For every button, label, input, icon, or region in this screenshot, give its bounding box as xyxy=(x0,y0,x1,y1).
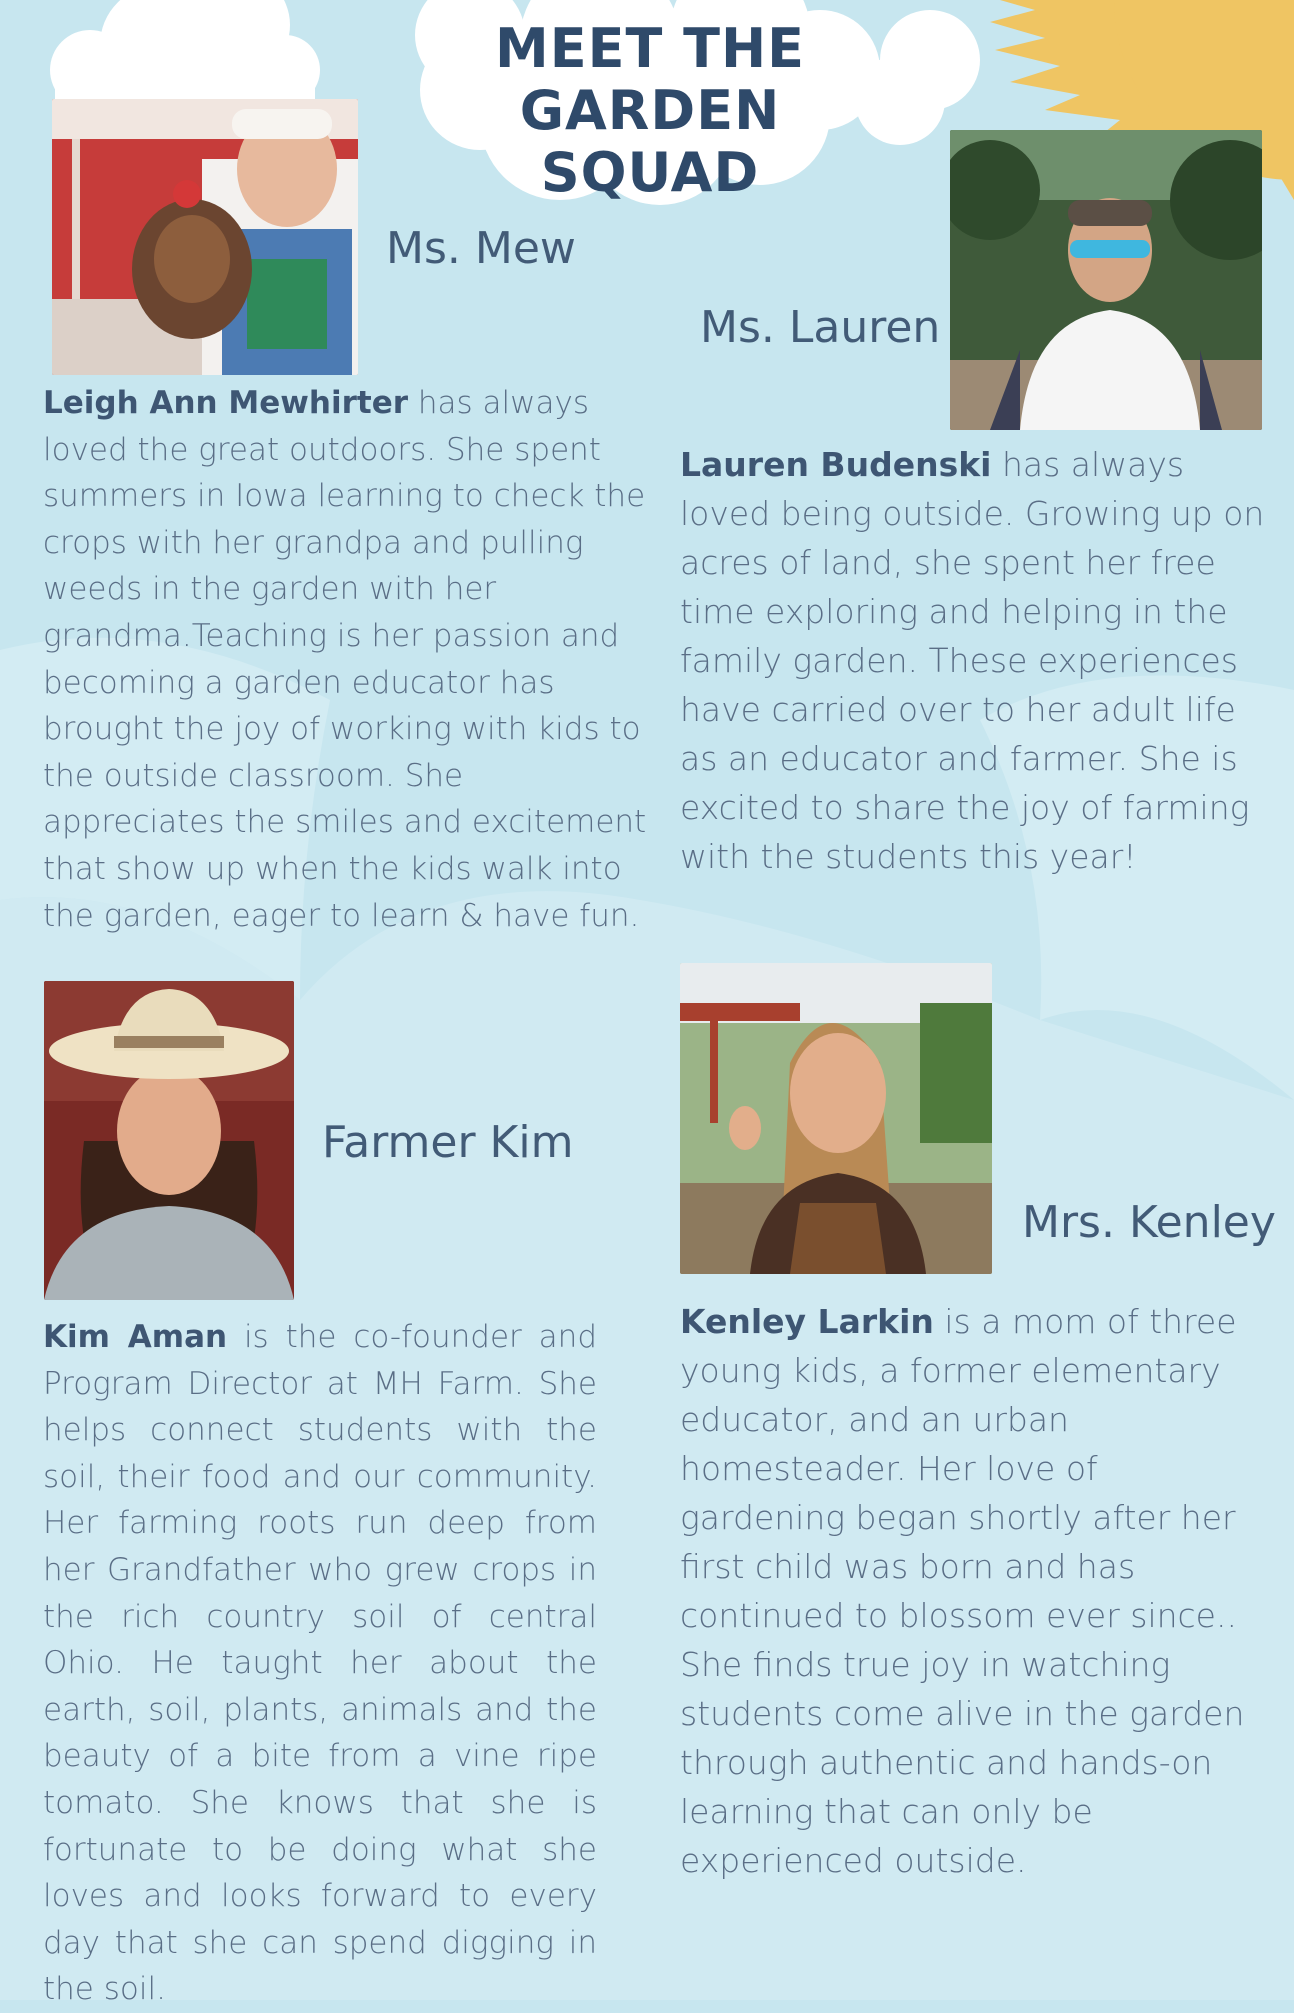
nickname-mrs-kenley: Mrs. Kenley xyxy=(1022,1197,1276,1248)
bio-text-farmer-kim: is the co-founder and Program Director at MH Farm. She helps connect students with the soil, their food and our community. Her farming roots run deep from her Grandfather who grew crops in the rich country soil of central Ohio. He taught her about the earth, soil, plants, animals and the beauty of a bite from a vine ripe tomato. She knows that she is fortunate to be doing what she loves and looks forward to every day that she can spend digging in the soil. xyxy=(43,1319,597,2008)
nickname-farmer-kim: Farmer Kim xyxy=(322,1117,574,1168)
bio-text-mrs-kenley: is a mom of three young kids, a former elementary educator, and an urban homesteader. Her love of gardening began shortly after her first child was born and has continued to blossom ever since.. She finds true joy in watching students come alive in the garden through authentic and hands-on learning that can only be experienced outside. xyxy=(680,1302,1245,1880)
nickname-ms-mew: Ms. Mew xyxy=(386,223,576,274)
bio-text-ms-mew: has always loved the great outdoors. She spent summers in Iowa learning to check the crops with her grandpa and pulling weeds in the garden with her grandma.Teaching is her passion and becoming a garden educator has brought the joy of working with kids to the outside classroom. She appreciates the smiles and excitement that show up when the kids walk into the garden, eager to learn & have fun. xyxy=(43,385,647,934)
photo-mrs-kenley xyxy=(680,963,992,1274)
page-title: MEET THE GARDEN SQUAD xyxy=(494,17,806,204)
photo-ms-lauren xyxy=(950,130,1262,430)
full-name-ms-mew: Leigh Ann Mewhirter xyxy=(43,385,409,421)
full-name-ms-lauren: Lauren Budenski xyxy=(680,445,992,484)
photo-farmer-kim xyxy=(44,981,294,1300)
bio-ms-mew xyxy=(43,380,651,939)
full-name-farmer-kim: Kim Aman xyxy=(43,1319,228,1355)
bio-mrs-kenley xyxy=(680,1297,1270,1885)
photo-ms-mew xyxy=(52,99,358,375)
full-name-mrs-kenley: Kenley Larkin xyxy=(680,1302,934,1341)
bio-farmer-kim xyxy=(43,1314,597,2013)
bio-text-ms-lauren: has always loved being outside. Growing up on acres of land, she spent her free time exploring and helping in the family garden. These experiences have carried over to her adult life as an educator and farmer. She is excited to share the joy of farming with the students this year! xyxy=(680,445,1265,876)
bio-ms-lauren xyxy=(680,440,1270,881)
nickname-ms-lauren: Ms. Lauren xyxy=(700,302,941,353)
